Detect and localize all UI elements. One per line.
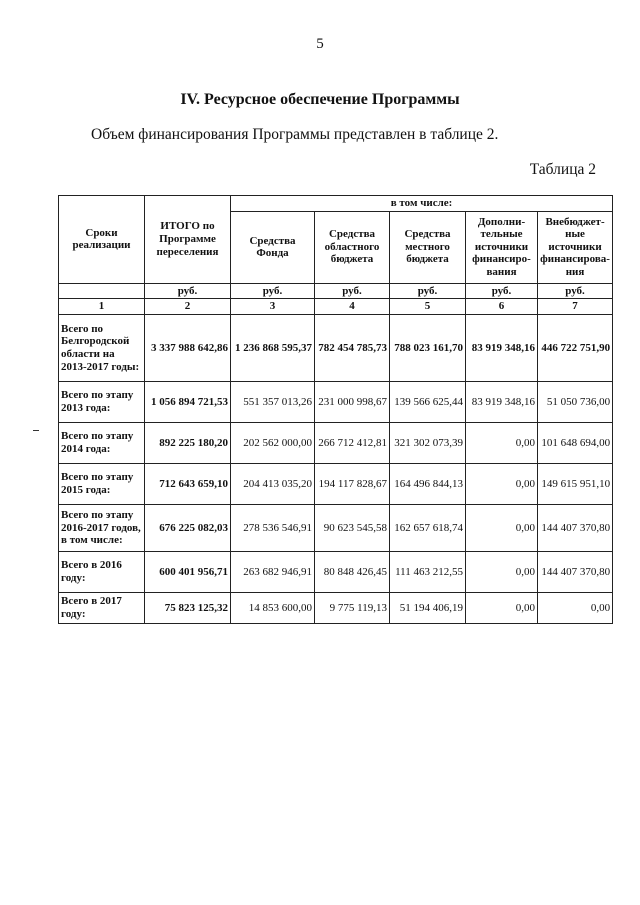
- cell-fund: 263 682 946,91: [231, 551, 315, 592]
- cell-regional: 80 848 426,45: [315, 551, 390, 592]
- column-number: 7: [538, 299, 613, 315]
- cell-total: 3 337 988 642,86: [145, 314, 231, 381]
- cell-total: 676 225 082,03: [145, 504, 231, 551]
- cell-additional: 0,00: [466, 463, 538, 504]
- column-number: 3: [231, 299, 315, 315]
- cell-regional: 266 712 412,81: [315, 422, 390, 463]
- cell-local: 139 566 625,44: [390, 381, 466, 422]
- cell-fund: 1 236 868 595,37: [231, 314, 315, 381]
- table-row: [59, 592, 613, 623]
- cell-regional: 194 117 828,67: [315, 463, 390, 504]
- cell-regional: 782 454 785,73: [315, 314, 390, 381]
- cell-local: 162 657 618,74: [390, 504, 466, 551]
- cell-additional: 0,00: [466, 592, 538, 623]
- header-extra: Внебюджет-ные источники финансирова-ния: [538, 211, 613, 283]
- row-label: Всего по Белгородской области на 2013-2017 годы:: [59, 314, 145, 381]
- row-label: Всего в 2016 году:: [59, 551, 145, 592]
- cell-fund: 278 536 546,91: [231, 504, 315, 551]
- cell-additional: 0,00: [466, 422, 538, 463]
- unit-cell-empty: [59, 283, 145, 299]
- header-including: в том числе:: [231, 196, 613, 212]
- table-row: [59, 463, 613, 504]
- header-row-1: [59, 196, 613, 212]
- cell-additional: 83 919 348,16: [466, 314, 538, 381]
- unit-cell: руб.: [231, 283, 315, 299]
- unit-cell: руб.: [466, 283, 538, 299]
- header-local: Средства местного бюджета: [390, 211, 466, 283]
- cell-extra: 51 050 736,00: [538, 381, 613, 422]
- cell-extra: 144 407 370,80: [538, 504, 613, 551]
- column-number-row: [59, 299, 613, 315]
- header-regional: Средства областного бюджета: [315, 211, 390, 283]
- column-number: 4: [315, 299, 390, 315]
- cell-total: 600 401 956,71: [145, 551, 231, 592]
- cell-regional: 90 623 545,58: [315, 504, 390, 551]
- cell-total: 712 643 659,10: [145, 463, 231, 504]
- cell-additional: 0,00: [466, 504, 538, 551]
- cell-local: 51 194 406,19: [390, 592, 466, 623]
- unit-cell: руб.: [390, 283, 466, 299]
- row-label: Всего по этапу 2015 года:: [59, 463, 145, 504]
- table-row: [59, 504, 613, 551]
- header-fund: Средства Фонда: [231, 211, 315, 283]
- cell-total: 75 823 125,32: [145, 592, 231, 623]
- header-period: Сроки реализации: [59, 196, 145, 284]
- page-number: 5: [316, 36, 324, 52]
- cell-additional: 0,00: [466, 551, 538, 592]
- cell-extra: 446 722 751,90: [538, 314, 613, 381]
- row-label: Всего по этапу 2014 года:: [59, 422, 145, 463]
- cell-fund: 14 853 600,00: [231, 592, 315, 623]
- cell-extra: 0,00: [538, 592, 613, 623]
- row-label: Всего по этапу 2016-2017 годов, в том числе:: [59, 504, 145, 551]
- cell-local: 164 496 844,13: [390, 463, 466, 504]
- table-row: [59, 381, 613, 422]
- table-label: Таблица 2: [529, 161, 596, 178]
- cell-regional: 231 000 998,67: [315, 381, 390, 422]
- header-total: ИТОГО по Программе переселения: [145, 196, 231, 284]
- column-number: 6: [466, 299, 538, 315]
- column-number: 1: [59, 299, 145, 315]
- cell-fund: 202 562 000,00: [231, 422, 315, 463]
- margin-mark: [33, 430, 39, 431]
- cell-total: 1 056 894 721,53: [145, 381, 231, 422]
- cell-local: 111 463 212,55: [390, 551, 466, 592]
- cell-fund: 551 357 013,26: [231, 381, 315, 422]
- cell-total: 892 225 180,20: [145, 422, 231, 463]
- intro-paragraph: Объем финансирования Программы представлен в таблице 2.: [91, 126, 499, 143]
- row-label: Всего по этапу 2013 года:: [59, 381, 145, 422]
- table-row: [59, 551, 613, 592]
- section-title: IV. Ресурсное обеспечение Программы: [180, 91, 460, 108]
- cell-extra: 101 648 694,00: [538, 422, 613, 463]
- header-additional: Дополни-тельные источники финансиро-вания: [466, 211, 538, 283]
- cell-local: 788 023 161,70: [390, 314, 466, 381]
- table-row: [59, 422, 613, 463]
- row-label: Всего в 2017 году:: [59, 592, 145, 623]
- unit-cell: руб.: [538, 283, 613, 299]
- cell-regional: 9 775 119,13: [315, 592, 390, 623]
- units-row: [59, 283, 613, 299]
- column-number: 5: [390, 299, 466, 315]
- cell-extra: 149 615 951,10: [538, 463, 613, 504]
- financing-table: [58, 195, 613, 624]
- unit-cell: руб.: [145, 283, 231, 299]
- table-row: [59, 314, 613, 381]
- cell-additional: 83 919 348,16: [466, 381, 538, 422]
- unit-cell: руб.: [315, 283, 390, 299]
- cell-local: 321 302 073,39: [390, 422, 466, 463]
- cell-extra: 144 407 370,80: [538, 551, 613, 592]
- column-number: 2: [145, 299, 231, 315]
- cell-fund: 204 413 035,20: [231, 463, 315, 504]
